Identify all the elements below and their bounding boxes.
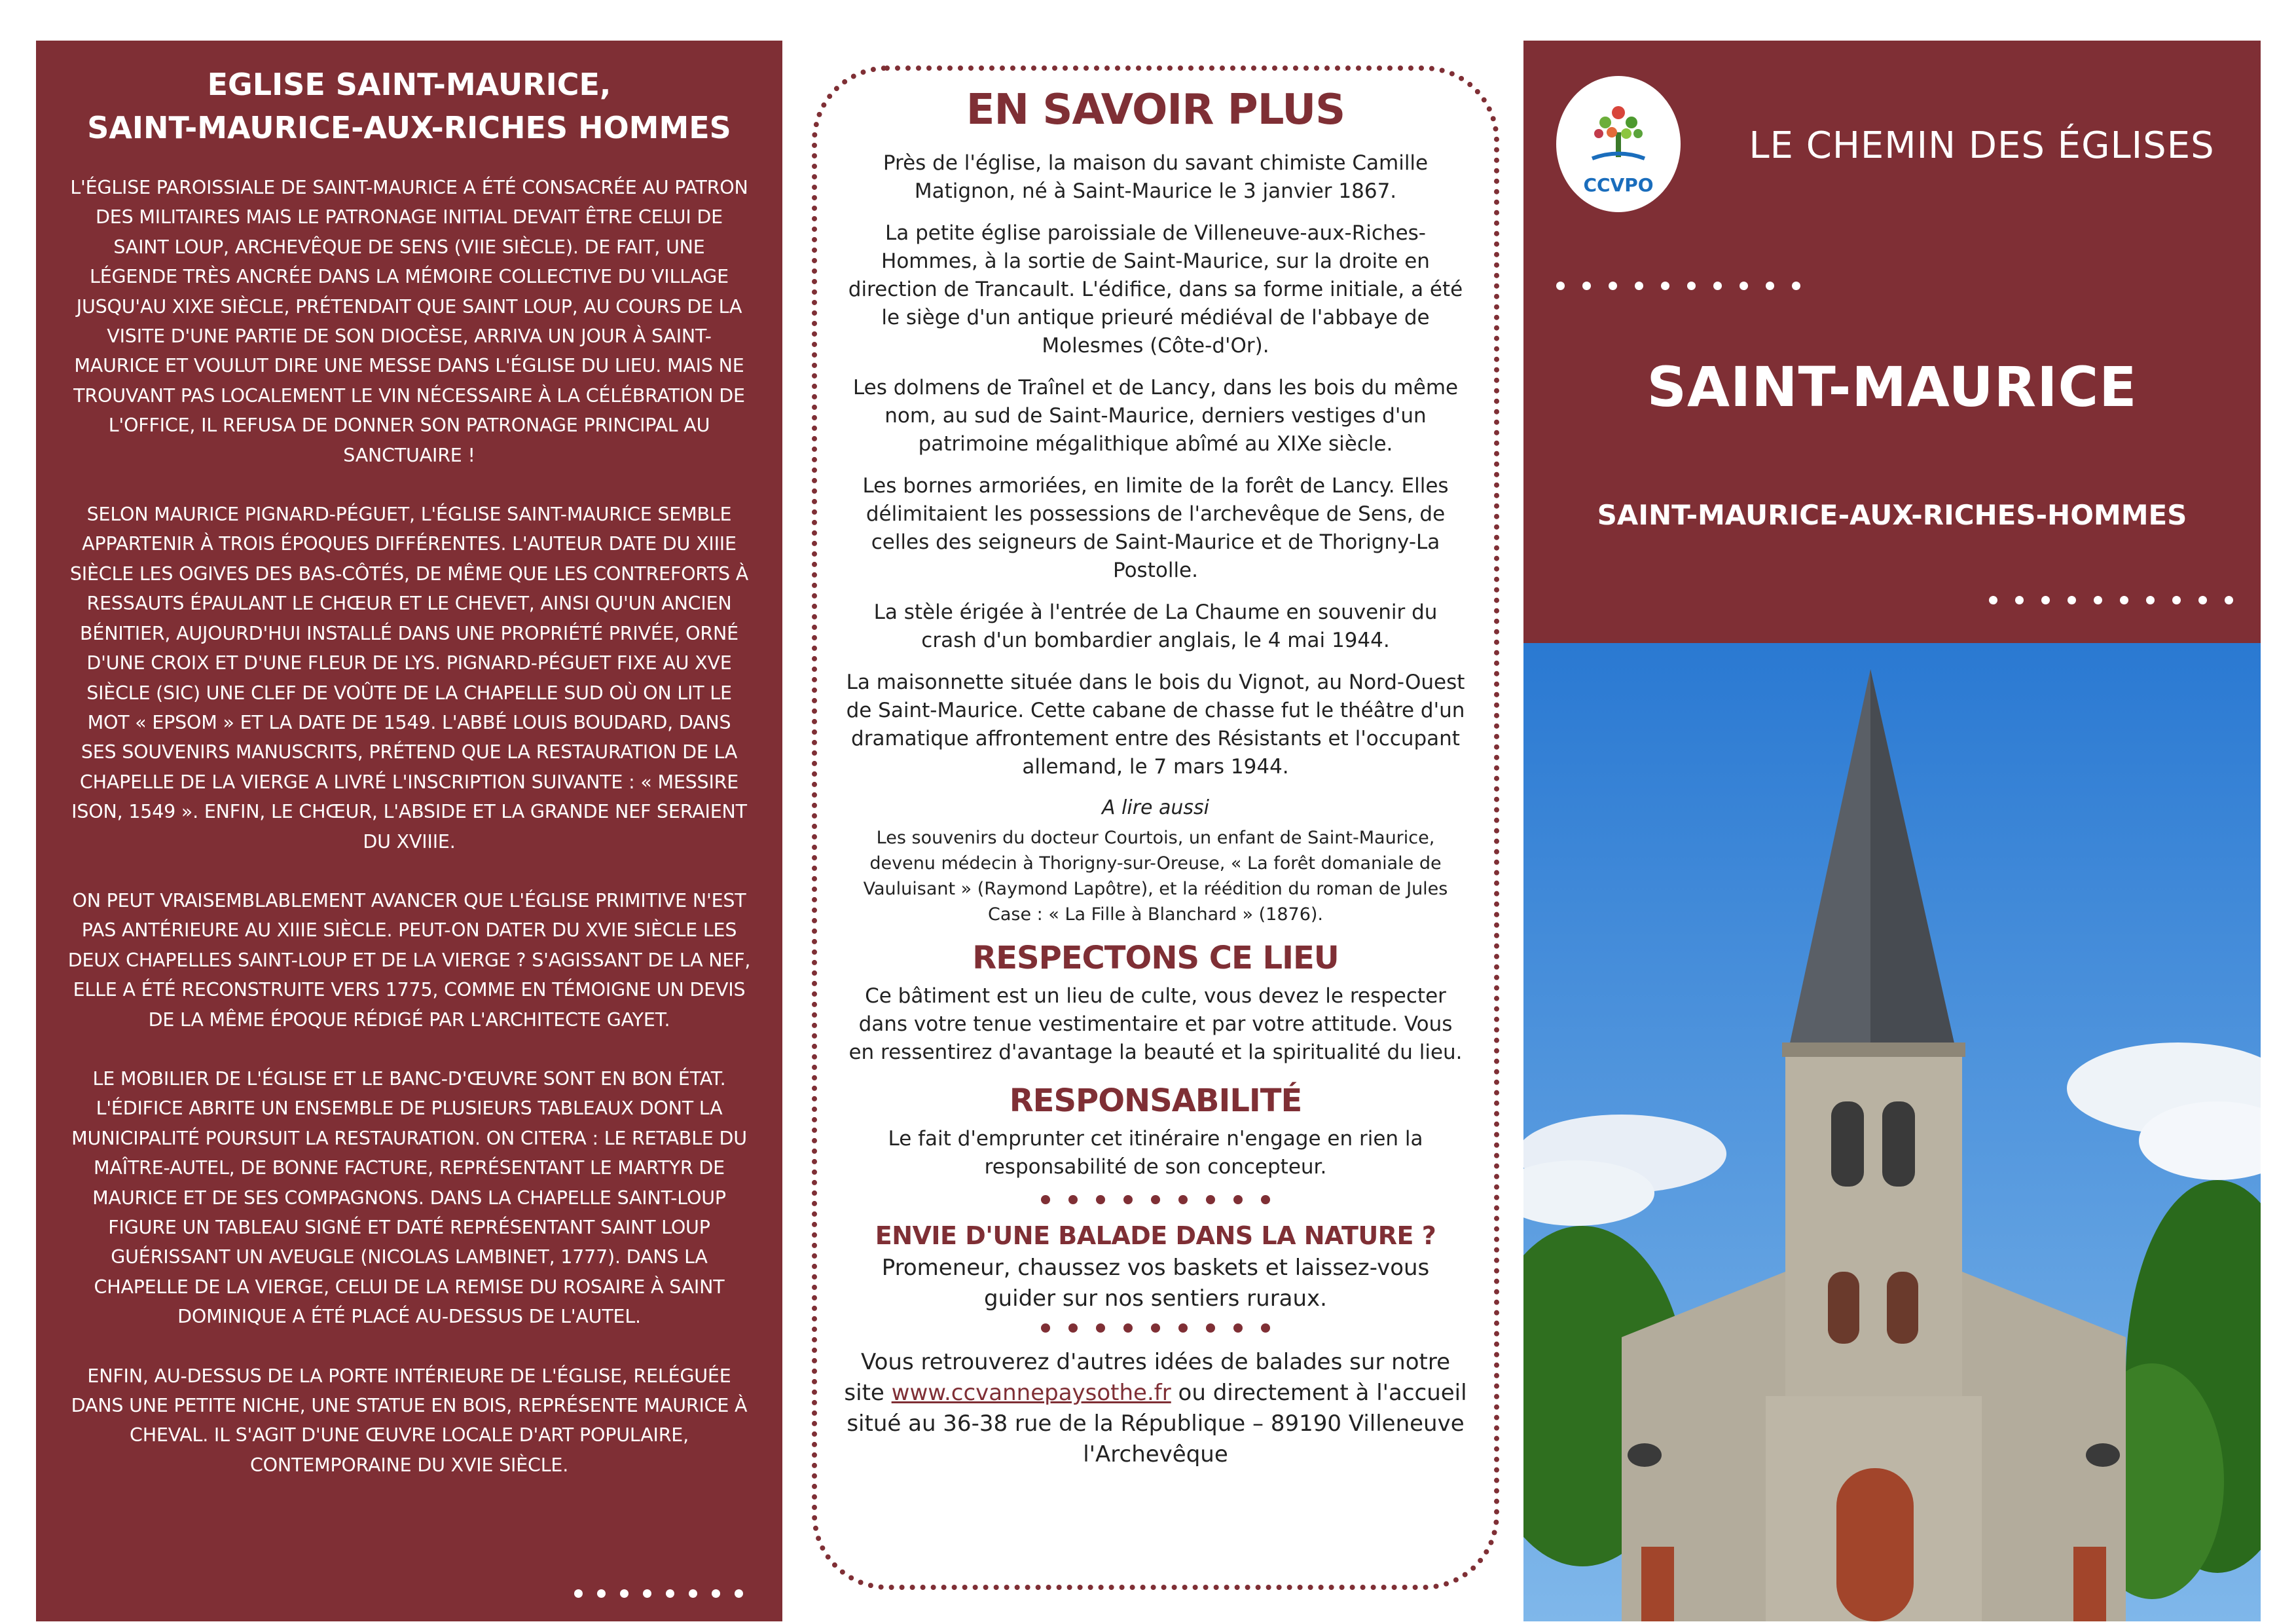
decorative-dots xyxy=(574,1589,743,1598)
history-paragraph-5: ENFIN, AU-DESSUS DE LA PORTE INTÉRIEURE DE L'ÉGLISE, RELÉGUÉE DANS UNE PETITE NICHE, UNE STATUE EN BOIS, REPRÉSENTE MAURICE À CHEVAL. IL S'AGIT D'UNE ŒUVRE LOCALE D'ART POPULAIRE, CONTEMPORAINE DU XVIE SIÈCLE. xyxy=(71,1365,748,1476)
info-paragraph-3: Les dolmens de Traînel et de Lancy, dans les bois du même nom, au sud de Saint-Maurice, derniers vestiges d'un patrimoine mégalithique abîmé au XIXe siècle. xyxy=(852,376,1459,456)
decorative-dots xyxy=(1989,596,2233,604)
info-paragraph-2: La petite église paroissiale de Villeneuve-aux-Riches-Hommes, à la sortie de Saint-Maurice, sur la droite en direction de Trancault. L'édifice, dans sa forme initiale, a été le siège d'un antique prieuré médiéval de l'abbaye de Molesmes (Côte-d'Or). xyxy=(848,221,1463,358)
also-read-label: A lire aussi xyxy=(1101,796,1210,819)
history-paragraph-2: SELON MAURICE PIGNARD-PÉGUET, L'ÉGLISE SAINT-MAURICE SEMBLE APPARTENIR À TROIS ÉPOQUES DIFFÉRENTES. L'AUTEUR DATE DU XIIIE SIÈCLE LES OGIVES DES BAS-CÔTÉS, DE MÊME QUE LES CONTREFORTS À RESSAUTS ÉPAULANT LE CHŒUR ET LE CHEVET, AINSI QU'UN ANCIEN BÉNITIER, AUJOURD'HUI INSTALLÉ DANS UNE PROPRIÉTÉ PRIVÉE, ORNÉ D'UNE CROIX ET D'UNE FLEUR DE LYS. PIGNARD-PÉGUET FIXE AU XVE SIÈCLE (SIC) UNE CLEF DE VOÛTE DE LA CHAPELLE SUD OÙ ON LIT LE MOT « EPSOM » ET LA DATE DE 1549. L'ABBÉ LOUIS BOUDARD, DANS SES SOUVENIRS MANUSCRITS, PRÉTEND QUE LA RESTAURATION DE LA CHAPELLE DE LA VIERGE A LIVRÉ L'INSCRIPTION SUIVANTE : « MESSIRE ISON, 1549 ». ENFIN, LE CHŒUR, L'ABSIDE ET LA GRANDE NEF SERAIENT DU XVIIIE. xyxy=(69,504,749,853)
info-paragraph-5: La stèle érigée à l'entrée de La Chaume en souvenir du crash d'un bombardier anglais, le 4 mai 1944. xyxy=(873,600,1438,652)
info-paragraph-6: La maisonnette située dans le bois du Vignot, au Nord-Ouest de Saint-Maurice. Cette cabane de chasse fut le théâtre d'un dramatique affrontement entre des Résistants et l'occupant allemand, le 7 mars 1944. xyxy=(846,671,1465,779)
also-read-text: Les souvenirs du docteur Courtois, un enfant de Saint-Maurice, devenu médecin à Thorigny-sur-Oreuse, « La forêt domaniale de Vauluisant » (Raymond Lapôtre), et la réédition du roman de Jules Case : « La Fille à Blanchard » (1876). xyxy=(863,828,1448,925)
respect-text: Ce bâtiment est un lieu de culte, vous devez le respecter dans votre tenue vestimentaire et par votre attitude. Vous en ressentirez d'avantage la beauté et la spiritualité du lieu. xyxy=(848,984,1463,1064)
more-ideas-before: Vous retrouverez d'autres idées de balades sur notre site xyxy=(844,1349,1450,1406)
heading-responsibility: RESPONSABILITÉ xyxy=(1009,1082,1302,1119)
cover-panel xyxy=(1523,41,2261,643)
history-paragraph-1: L'ÉGLISE PAROISSIALE DE SAINT-MAURICE A ÉTÉ CONSACRÉE AU PATRON DES MILITAIRES MAIS LE PATRONAGE INITIAL DEVAIT ÊTRE CELUI DE SAINT LOUP, ARCHEVÊQUE DE SENS (VIIE SIÈCLE). DE FAIT, UNE LÉGENDE TRÈS ANCRÉE DANS LA MÉMOIRE COLLECTIVE DU VILLAGE JUSQU'AU XIXE SIÈCLE, PRÉTENDAIT QUE SAINT LOUP, AU COURS DE LA VISITE D'UNE PARTIE DE SON DIOCÈSE, ARRIVA UN JOUR À SAINT-MAURICE ET VOULUT DIRE UNE MESSE DANS L'ÉGLISE DU LIEU. MAIS NE TROUVANT PAS LOCALEMENT LE VIN NÉCESSAIRE À LA CÉLÉBRATION DE L'OFFICE, IL REFUSA DE DONNER SON PATRONAGE PRINCIPAL AU SANCTUAIRE ! xyxy=(70,177,748,466)
decorative-dots xyxy=(843,1195,1468,1204)
history-title-line1: EGLISE SAINT-MAURICE, xyxy=(207,67,611,102)
history-paragraph-3: ON PEUT VRAISEMBLABLEMENT AVANCER QUE L'ÉGLISE PRIMITIVE N'EST PAS ANTÉRIEURE AU XIIIE SIÈCLE. PEUT-ON DATER DU XVIE SIÈCLE LES DEUX CHAPELLES SAINT-LOUP ET DE LA VIERGE ? S'AGISSANT DE LA NEF, ELLE A ÉTÉ RECONSTRUITE VERS 1775, COMME EN TÉMOIGNE UN DEVIS DE LA MÊME ÉPOQUE RÉDIGÉ PAR L'ARCHITECTE GAYET. xyxy=(67,889,751,1031)
logo-label: CCVPO xyxy=(1583,174,1654,196)
route-title: LE CHEMIN DES ÉGLISES xyxy=(1749,124,2215,167)
tree-icon xyxy=(1579,93,1658,172)
info-panel xyxy=(812,65,1499,1590)
heading-nature: ENVIE D'UNE BALADE DANS LA NATURE ? xyxy=(875,1221,1436,1250)
history-title xyxy=(67,63,751,149)
history-title-line2: SAINT-MAURICE-AUX-RICHES HOMMES xyxy=(87,110,731,145)
info-paragraph-1: Près de l'église, la maison du savant chimiste Camille Matignon, né à Saint-Maurice le 3 janvier 1867. xyxy=(883,151,1429,203)
heading-more-info: EN SAVOIR PLUS xyxy=(966,86,1345,134)
decorative-dots xyxy=(1556,282,1800,290)
church-photo xyxy=(1523,643,2261,1621)
website-link[interactable]: www.ccvannepaysothe.fr xyxy=(891,1380,1171,1406)
more-ideas-text xyxy=(843,1347,1468,1470)
info-paragraph-4: Les bornes armoriées, en limite de la forêt de Lancy. Elles délimitaient les possessions de l'archevêque de Sens, de celles des seigneurs de Saint-Maurice et de Thorigny-La Postolle. xyxy=(862,474,1449,582)
nature-text: Promeneur, chaussez vos baskets et laissez-vous guider sur nos sentiers ruraux. xyxy=(881,1255,1430,1312)
history-paragraph-4: LE MOBILIER DE L'ÉGLISE ET LE BANC-D'ŒUVRE SONT EN BON ÉTAT. L'ÉDIFICE ABRITE UN ENSEMBLE DE PLUSIEURS TABLEAUX DONT LA MUNICIPALITÉ POURSUIT LA RESTAURATION. ON CITERA : LE RETABLE DU MAÎTRE-AUTEL, DE BONNE FACTURE, REPRÉSENTANT LE MARTYR DE MAURICE ET DE SES COMPAGNONS. DANS LA CHAPELLE SAINT-LOUP FIGURE UN TABLEAU SIGNÉ ET DATÉ REPRÉSENTANT SAINT LOUP GUÉRISSANT UN AVEUGLE (NICOLAS LAMBINET, 1777). DANS LA CHAPELLE DE LA VIERGE, CELUI DE LA REMISE DU ROSAIRE À SAINT DOMINIQUE A ÉTÉ PLACÉ AU-DESSUS DE L'AUTEL. xyxy=(71,1067,747,1328)
ccvpo-logo-icon xyxy=(1556,76,1681,212)
heading-respect: RESPECTONS CE LIEU xyxy=(972,940,1339,976)
history-panel xyxy=(36,41,782,1621)
decorative-dots xyxy=(843,1323,1468,1333)
town-title: SAINT-MAURICE xyxy=(1647,355,2138,419)
town-subtitle: SAINT-MAURICE-AUX-RICHES-HOMMES xyxy=(1597,499,2187,531)
more-ideas-after: ou directement à l'accueil situé au 36-38 rue de la République – 89190 Villeneuve l'Archevêque xyxy=(847,1380,1467,1467)
responsibility-text: Le fait d'emprunter cet itinéraire n'engage en rien la responsabilité de son concepteur. xyxy=(888,1127,1423,1179)
